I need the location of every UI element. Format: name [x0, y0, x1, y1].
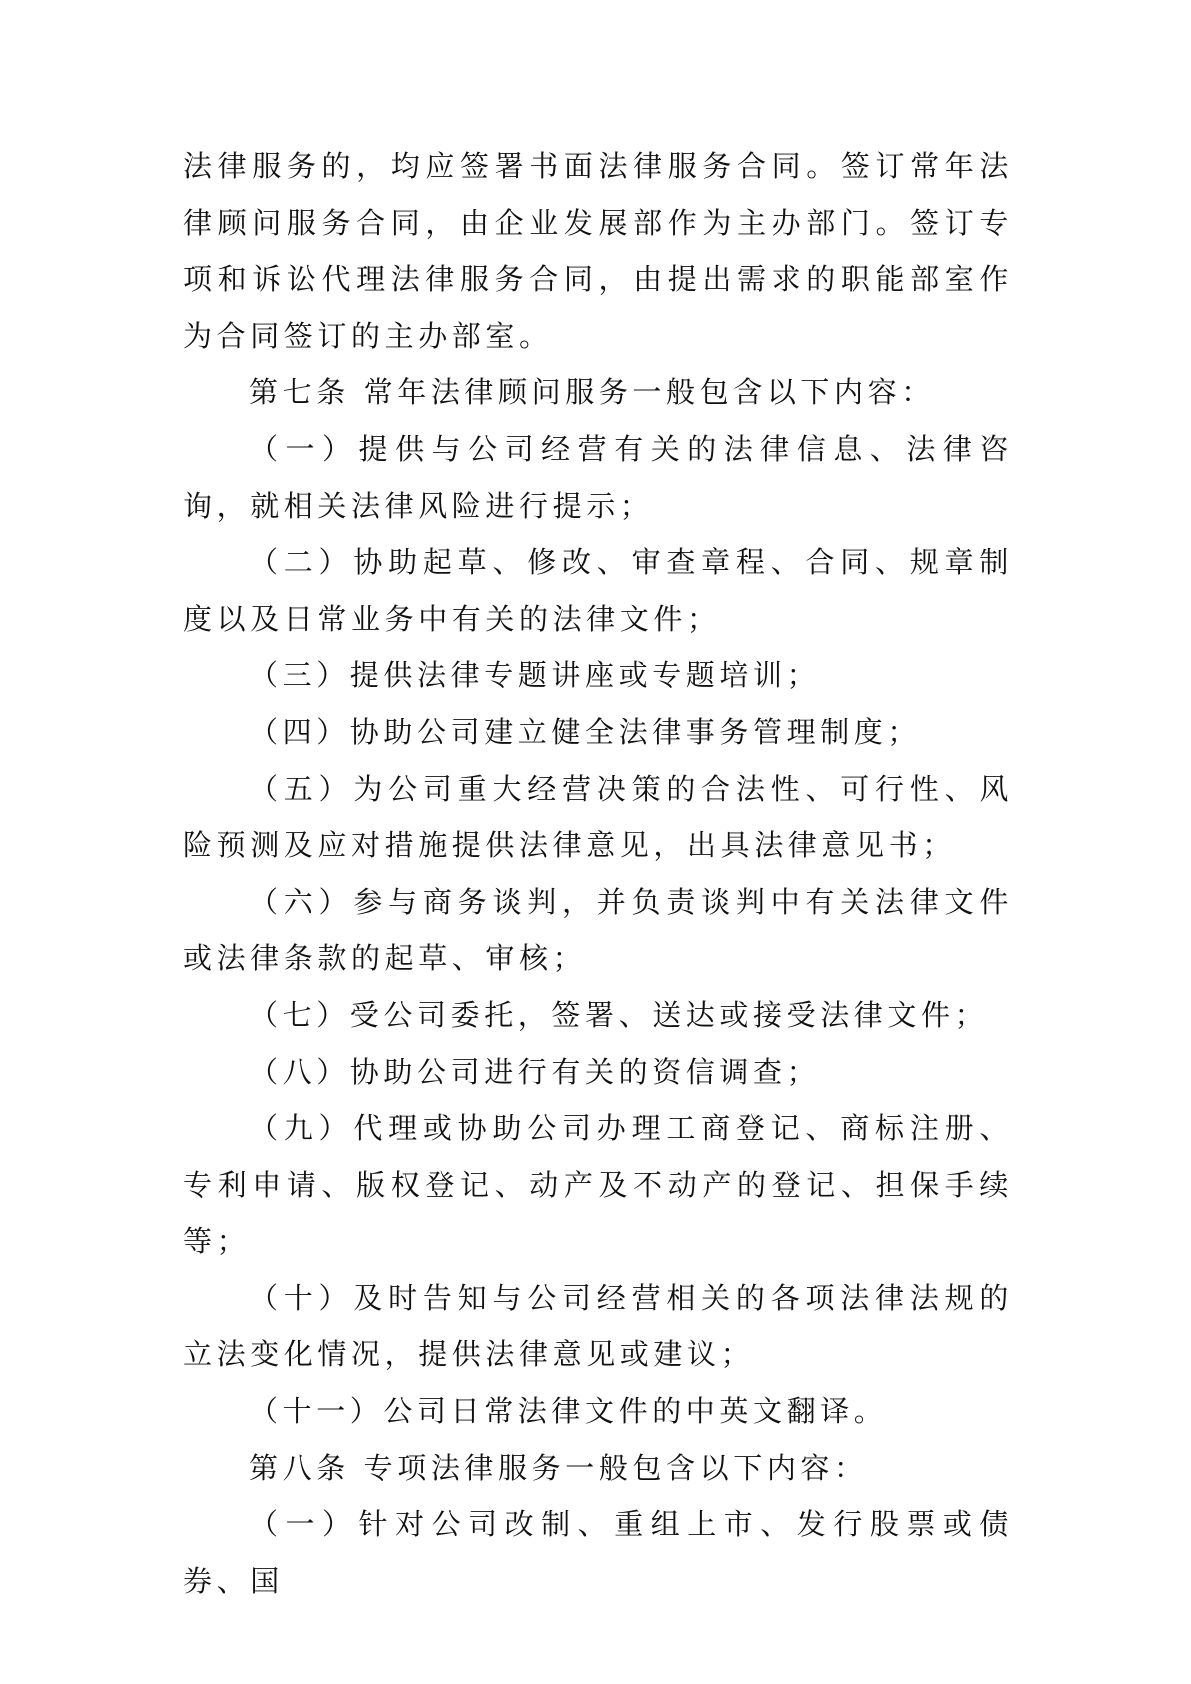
document-body [183, 138, 1013, 1609]
article-8-item-1: （一）针对公司改制、重组上市、发行股票或债券、国 [183, 1507, 1013, 1598]
article-7-item-5: （五）为公司重大经营决策的合法性、可行性、风险预测及应对措施提供法律意见，出具法律意见书； [183, 771, 1013, 863]
article-7-item-4: （四）协助公司建立健全法律事务管理制度； [249, 714, 922, 749]
article-7-item-9: （九）代理或协助公司办理工商登记、商标注册、专利申请、版权登记、动产及不动产的登记、担保手续等； [183, 1111, 1013, 1259]
paragraph-contract-signing: 法律服务的，均应签署书面法律服务合同。签订常年法律顾问服务合同，由企业发展部作为主办部门。签订专项和诉讼代理法律服务合同，由提出需求的职能部室作为合同签订的主办部室。 [183, 149, 1013, 353]
article-7-item-1: （一）提供与公司经营有关的法律信息、法律咨询，就相关法律风险进行提示； [183, 431, 1013, 523]
article-7-item-8: （八）协助公司进行有关的资信调查； [249, 1054, 821, 1089]
article-7-heading: 第七条 常年法律顾问服务一般包含以下内容： [249, 375, 935, 410]
article-7-item-11: （十一）公司日常法律文件的中英文翻译。 [249, 1394, 888, 1429]
article-7-item-10: （十）及时告知与公司经营相关的各项法律法规的立法变化情况，提供法律意见或建议； [183, 1280, 1013, 1372]
article-8-heading: 第八条 专项法律服务一般包含以下内容： [249, 1450, 868, 1485]
article-7-item-2: （二）协助起草、修改、审查章程、合同、规章制度以及日常业务中有关的法律文件； [183, 545, 1013, 636]
article-7-item-3: （三）提供法律专题讲座或专题培训； [249, 658, 821, 693]
article-7-item-6: （六）参与商务谈判，并负责谈判中有关法律文件或法律条款的起草、审核； [183, 884, 1013, 976]
article-7-item-7: （七）受公司委托，签署、送达或接受法律文件； [249, 997, 989, 1032]
